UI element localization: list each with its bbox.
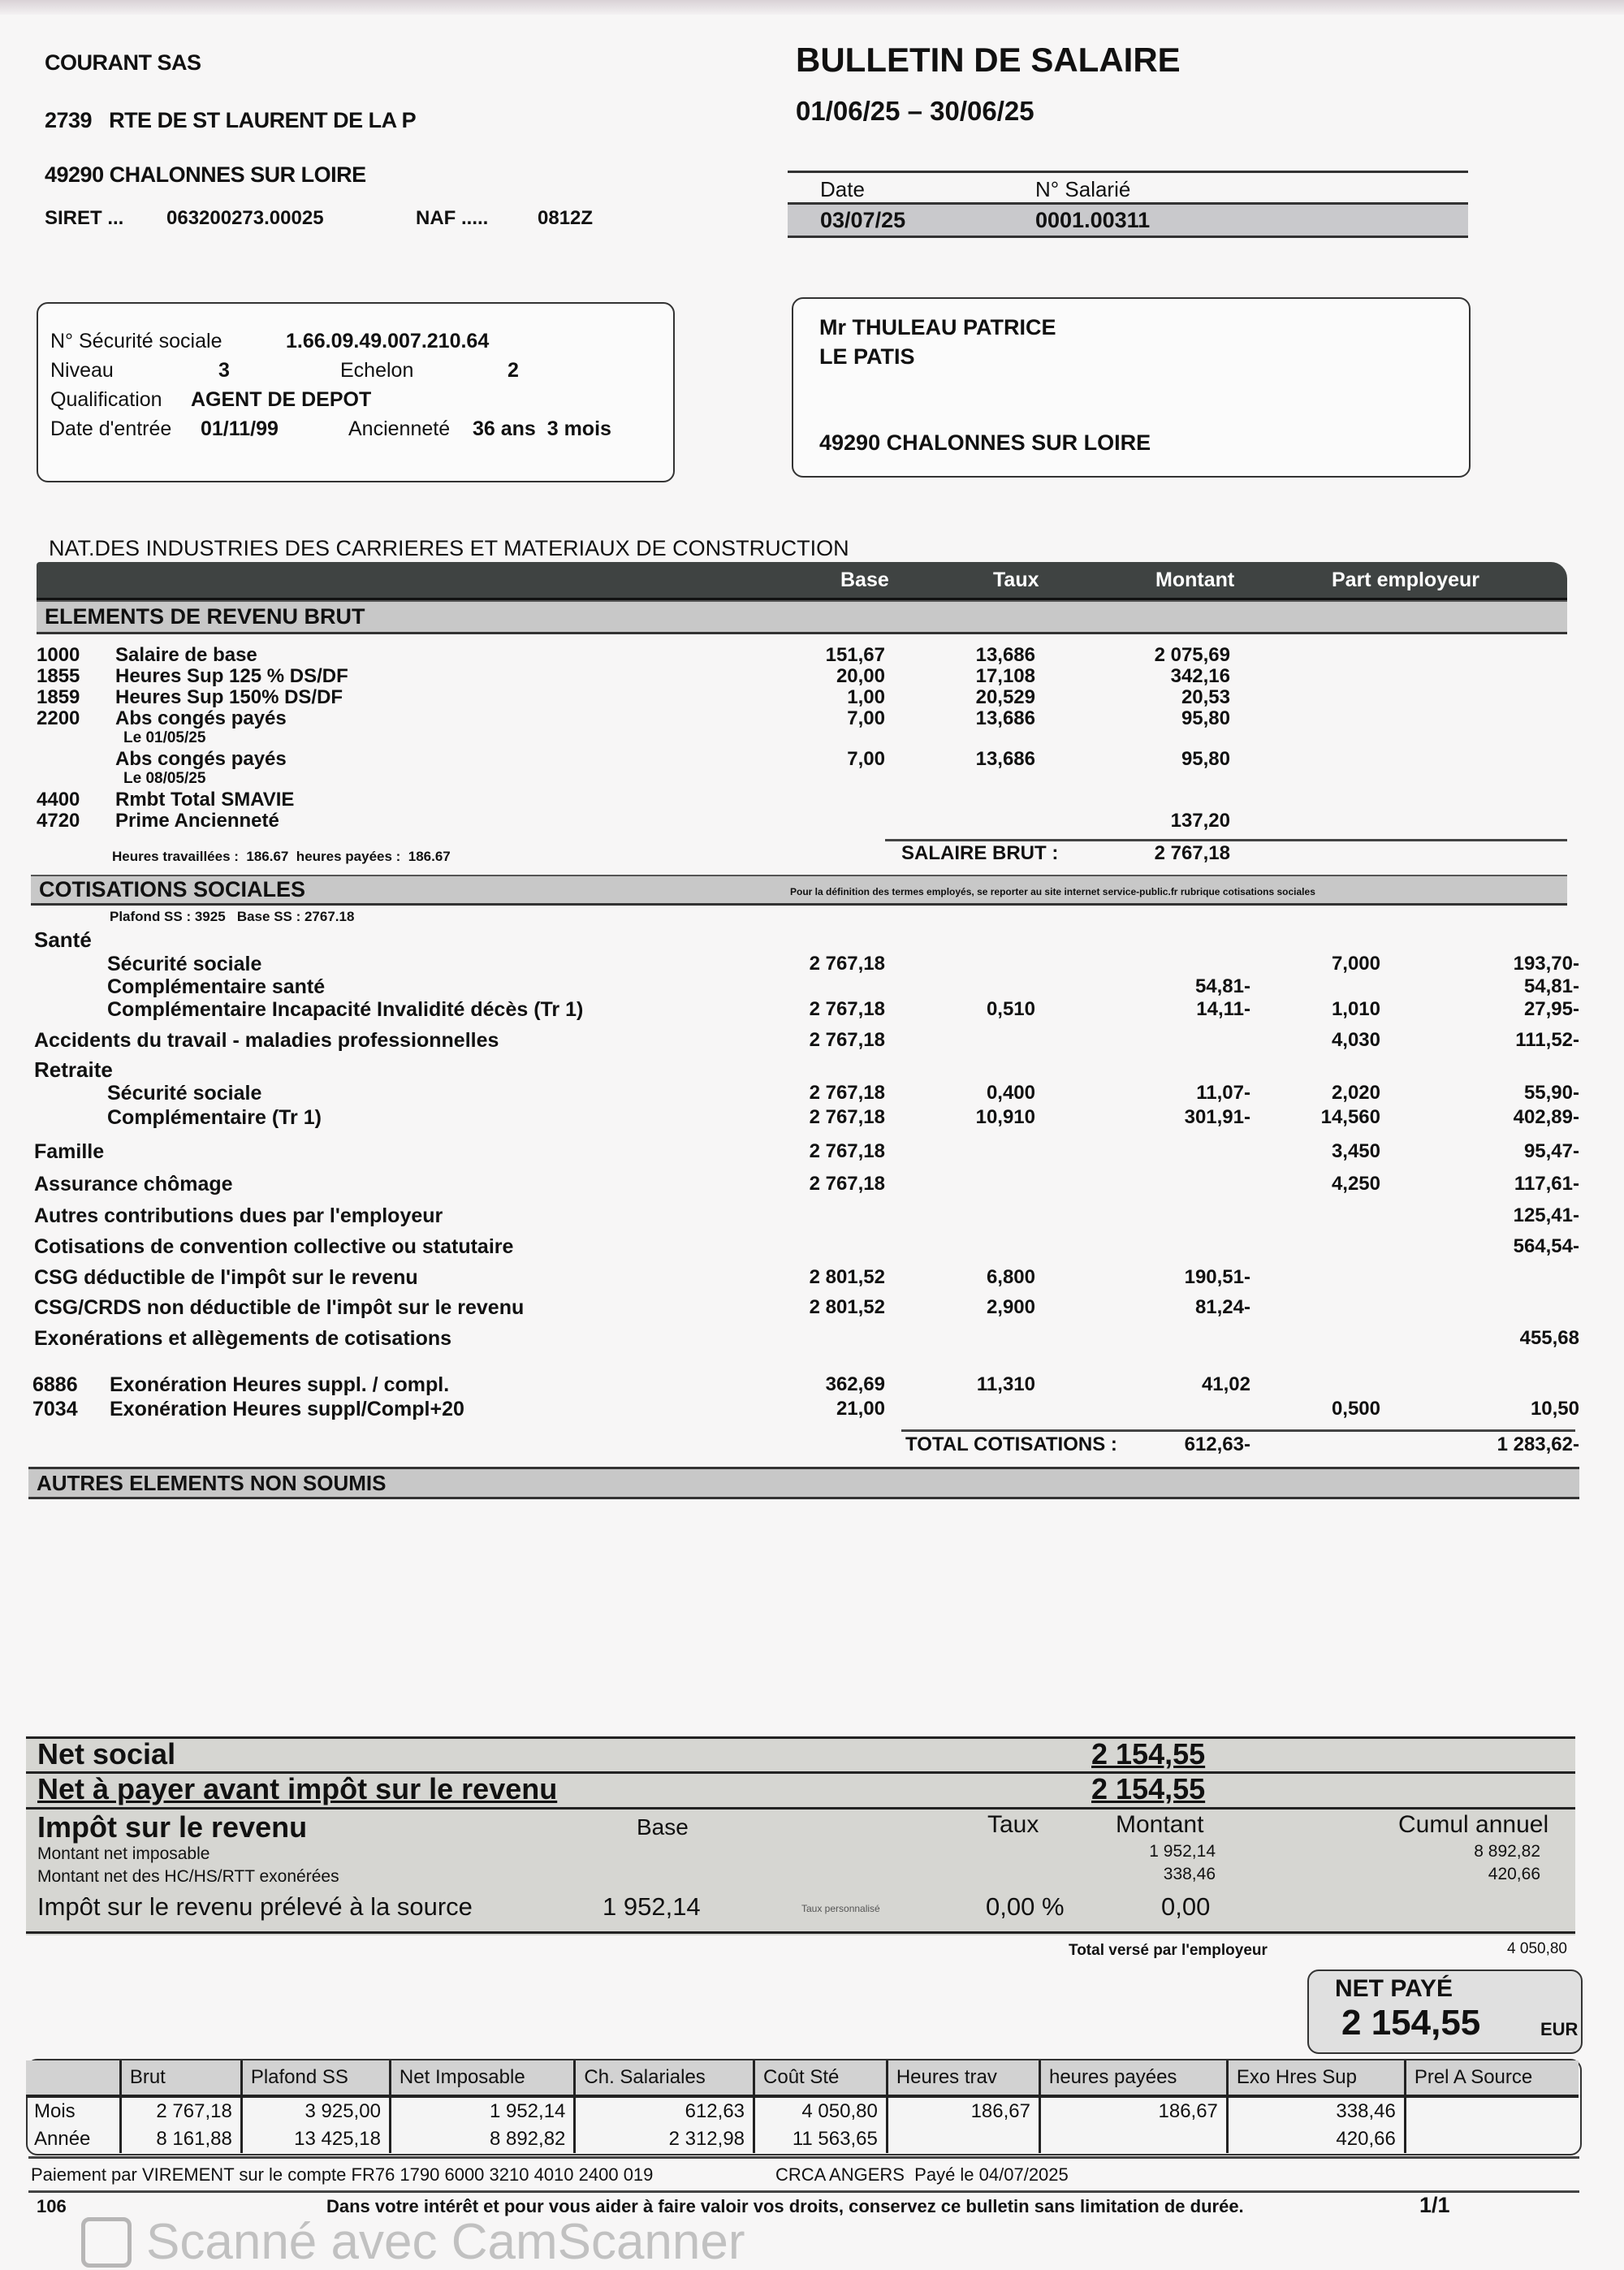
cotisation-montant-employeur: 111,52- [1515,1029,1579,1051]
cotisation-base: 362,69 [825,1373,885,1395]
impot-col-cumul: Cumul annuel [1398,1811,1549,1838]
col-montant: Montant [1155,569,1235,591]
salaire-brut-label: SALAIRE BRUT : [901,842,1059,864]
brut-line-label: Abs congés payés [115,707,287,729]
employee-no-label: N° Salarié [1035,177,1131,201]
net-paye-currency: EUR [1540,2019,1579,2039]
page-number: 1/1 [1419,2193,1450,2217]
summary-cell [1405,2096,1579,2125]
brut-line-code: 2200 [37,707,80,729]
naf-label: NAF ..... [416,207,489,229]
cotisations-definition-note: Pour la définition des termes employés, se reporter au site internet service-public.fr rubrique cotisations sociales [790,886,1315,897]
cotisation-base: 2 767,18 [809,1029,885,1051]
footer-rule-top [28,2156,1579,2159]
summary-cell: 4 050,80 [754,2096,888,2125]
cotisation-taux: 6,800 [986,1266,1035,1288]
cotisation-montant-salarie: 14,11- [1196,998,1250,1020]
pas-montant: 0,00 [1161,1892,1211,1921]
date-employee-box [788,171,1468,238]
employee-address-box [792,297,1471,478]
brut-line-taux: 13,686 [975,644,1035,666]
section-brut-header: ELEMENTS DE REVENU BRUT [37,600,1567,634]
col-base: Base [840,569,889,591]
brut-line-base: 7,00 [847,748,885,770]
group-sante: Santé [34,927,92,952]
qualification-value: AGENT DE DEPOT [191,388,372,411]
total-cotisations-label: TOTAL COTISATIONS : [905,1433,1117,1455]
summary-cell: 13 425,18 [241,2125,390,2153]
cotisation-montant-salarie: 54,81- [1194,975,1250,997]
brut-line-label: Prime Ancienneté [115,810,279,832]
brut-line-montant: 95,80 [1181,748,1230,770]
cotisation-label: Exonération Heures suppl. / compl. [110,1373,450,1396]
summary-cell: 3 925,00 [241,2096,390,2125]
brut-line-taux: 17,108 [975,665,1035,687]
summary-cell: 8 892,82 [390,2125,574,2153]
brut-line-base: 1,00 [847,686,885,708]
brut-total-rule [885,839,1567,841]
brut-line-code: 1859 [37,686,80,708]
footer-code: 106 [37,2196,67,2216]
cotisation-base: 2 801,52 [809,1266,885,1288]
cotisation-montant-employeur: 125,41- [1513,1204,1579,1226]
col-taux: Taux [993,569,1039,591]
cotisation-label: Complémentaire (Tr 1) [107,1106,322,1129]
summary-cell: 2 767,18 [120,2096,241,2125]
pas-label: Impôt sur le revenu prélevé à la source [37,1892,473,1921]
summary-row [26,2096,1579,2125]
cotisation-montant-employeur: 402,89- [1513,1106,1579,1128]
net-paye-label: NET PAYÉ [1335,1975,1453,2002]
echelon-label: Echelon [340,359,414,382]
taux-perso-label: Taux personnalisé [801,1903,880,1914]
cotisation-taux-employeur: 7,000 [1331,953,1380,975]
brut-line-code: 1855 [37,665,80,687]
brut-line-montant: 2 075,69 [1154,644,1230,666]
employer-address: 2739 RTE DE ST LAURENT DE LA P [45,108,417,132]
siret-value: 063200273.00025 [166,207,324,229]
pas-taux: 0,00 % [986,1892,1065,1921]
cotisation-label: CSG/CRDS non déductible de l'impôt sur le revenu [34,1296,525,1319]
cotisation-code: 6886 [32,1373,78,1396]
cotisation-taux-employeur: 2,020 [1331,1082,1380,1104]
summary-col-header: Brut [120,2060,241,2096]
seniority-label: Ancienneté [348,417,451,440]
cotisations-title: COTISATIONS SOCIALES [39,877,306,902]
footer-rule-bottom [28,2190,1579,2193]
cotisation-base: 2 767,18 [809,998,885,1020]
cotisation-taux-employeur: 1,010 [1331,998,1380,1020]
cotisation-label: Cotisations de convention collective ou statutaire [34,1235,514,1258]
cotisation-montant-employeur: 564,54- [1513,1235,1579,1257]
brut-line-label: Heures Sup 150% DS/DF [115,686,343,708]
document-title: BULLETIN DE SALAIRE [796,41,1181,79]
cotisation-base: 2 801,52 [809,1296,885,1318]
cotisation-montant-employeur: 117,61- [1514,1173,1579,1195]
plafond-note: Plafond SS : 3925 Base SS : 2767.18 [110,909,355,924]
net-avant-impot-value: 2 154,55 [1091,1772,1206,1805]
cotisation-montant-salarie: 41,02 [1201,1373,1250,1395]
summary-col-header: heures payées [1039,2060,1227,2096]
employee-city: 49290 CHALONNES SUR LOIRE [819,430,1151,455]
cotisation-taux-employeur: 3,450 [1331,1140,1380,1162]
section-cotisations-header [31,875,1567,906]
cotisation-label: Complémentaire santé [107,975,326,998]
brut-line-taux: 20,529 [975,686,1035,708]
cotisation-montant-employeur: 95,47- [1523,1140,1579,1162]
brut-line-label: Salaire de base [115,644,257,666]
cotisation-taux-employeur: 4,030 [1331,1029,1380,1051]
impot-label: Impôt sur le revenu [37,1810,308,1844]
cotisation-base: 21,00 [836,1398,885,1420]
cotisation-taux: 11,310 [976,1373,1035,1395]
cotisation-taux: 0,510 [986,998,1035,1020]
summary-body [26,2096,1579,2153]
impot-col-montant: Montant [1116,1811,1204,1838]
cotisation-label: Exonération Heures suppl/Compl+20 [110,1398,464,1420]
cotisations-total-rule [901,1429,1575,1432]
cotisation-label: Assurance chômage [34,1173,233,1196]
summary-col-header: Coût Sté [754,2060,888,2096]
brut-line-code: 4720 [37,810,80,832]
employer-city: 49290 CHALONNES SUR LOIRE [45,162,366,187]
net-imposable-label: Montant net imposable [37,1844,210,1863]
seniority-value: 36 ans 3 mois [473,417,611,440]
summary-cell [1039,2125,1227,2153]
ss-label: N° Sécurité sociale [50,330,222,352]
cotisation-montant-salarie: 11,07- [1196,1082,1250,1104]
summary-header-row [26,2060,1579,2096]
summary-cell: 8 161,88 [120,2125,241,2153]
net-paye-amount: 2 154,55 [1341,2003,1481,2043]
net-imposable-cumul: 8 892,82 [1474,1842,1540,1861]
cotisation-base: 2 767,18 [809,953,885,975]
brut-line-label: Heures Sup 125 % DS/DF [115,665,348,687]
summary-cell: 11 563,65 [754,2125,888,2153]
group-retraite: Retraite [34,1057,113,1082]
section-autres-header: AUTRES ELEMENTS NON SOUMIS [28,1467,1579,1499]
scanner-watermark: Scanné avec CamScanner [146,2214,745,2270]
cotisation-label: Complémentaire Incapacité Invalidité décès (Tr 1) [107,998,584,1021]
employee-no: 0001.00311 [1035,207,1151,232]
summary-row-label: Année [34,2128,91,2150]
total-cotisations-salarie: 612,63- [1184,1433,1250,1455]
camscanner-logo-icon [81,2217,132,2268]
hc-label: Montant net des HC/HS/RTT exonérées [37,1867,339,1886]
cotisation-taux: 10,910 [975,1106,1035,1128]
pay-date: 03/07/25 [820,207,906,232]
cotisation-montant-salarie: 301,91- [1184,1106,1250,1128]
ss-number: 1.66.09.49.007.210.64 [286,330,490,352]
brut-line-date: Le 01/05/25 [123,729,206,746]
echelon-value: 2 [508,359,519,382]
brut-line-montant: 342,16 [1170,665,1230,687]
siret-label: SIRET ... [45,207,124,229]
cotisation-montant-salarie: 81,24- [1194,1296,1250,1318]
summary-col-header: Exo Hres Sup [1227,2060,1405,2096]
cotisation-montant-employeur: 54,81- [1523,975,1579,997]
date-label: Date [820,177,865,201]
cotisation-label: Famille [34,1140,105,1163]
cotisation-label: Sécurité sociale [107,953,262,975]
brut-line-label: Rmbt Total SMAVIE [115,789,295,811]
cotisation-taux: 0,400 [986,1082,1035,1104]
summary-row [26,2125,1579,2153]
summary-col-header: Net Imposable [390,2060,574,2096]
summary-col-header: Ch. Salariales [575,2060,754,2096]
net-summary-box [26,1736,1575,1935]
summary-row-label: Mois [34,2100,76,2122]
hc-value: 338,46 [1163,1865,1216,1883]
cotisation-montant-employeur: 55,90- [1523,1082,1579,1104]
summary-col-header: Plafond SS [241,2060,390,2096]
hc-cumul: 420,66 [1488,1865,1540,1883]
cotisation-taux: 2,900 [986,1296,1035,1318]
employer-name: COURANT SAS [45,50,201,75]
total-employeur-label: Total versé par l'employeur [1069,1942,1268,1959]
employee-info-box [37,302,675,482]
cotisation-base: 2 767,18 [809,1082,885,1104]
cotisation-montant-employeur: 27,95- [1523,998,1579,1020]
col-part-employeur: Part employeur [1332,569,1480,591]
payment-info: Paiement par VIREMENT sur le compte FR76 1790 6000 3210 4010 2400 019 [31,2164,654,2185]
impot-col-base: Base [637,1814,689,1840]
summary-col-header [26,2060,120,2096]
salaire-brut-total: 2 767,18 [1154,842,1230,864]
summary-table [26,2060,1579,2153]
cotisation-taux-employeur: 0,500 [1331,1398,1380,1420]
brut-line-taux: 13,686 [975,707,1035,729]
impot-col-taux: Taux [987,1811,1039,1838]
brut-line-label: Abs congés payés [115,748,287,770]
summary-cell [887,2125,1039,2153]
niveau-label: Niveau [50,359,114,382]
net-social-label: Net social [37,1737,176,1771]
niveau-value: 3 [218,359,230,382]
brut-line-montant: 20,53 [1181,686,1230,708]
summary-cell: 1 952,14 [390,2096,574,2125]
cotisation-montant-salarie: 190,51- [1184,1266,1250,1288]
net-social-value: 2 154,55 [1091,1737,1206,1771]
cotisation-code: 7034 [32,1398,78,1420]
cotisation-taux-employeur: 14,560 [1320,1106,1380,1128]
cotisation-montant-employeur: 193,70- [1513,953,1579,975]
summary-cell: 612,63 [575,2096,754,2125]
brut-line-code: 1000 [37,644,80,666]
summary-cell: 420,66 [1227,2125,1405,2153]
bank-info: CRCA ANGERS Payé le 04/07/2025 [775,2164,1069,2185]
summary-col-header: Heures trav [887,2060,1039,2096]
brut-line-base: 20,00 [836,665,885,687]
summary-cell: 186,67 [887,2096,1039,2125]
brut-line-taux: 13,686 [975,748,1035,770]
net-imposable-value: 1 952,14 [1149,1842,1216,1861]
cotisation-montant-employeur: 10,50 [1530,1398,1579,1420]
summary-cell [1405,2125,1579,2153]
qualification-label: Qualification [50,388,162,411]
entry-date: 01/11/99 [201,417,279,440]
naf-value: 0812Z [538,207,594,229]
cotisation-base: 2 767,18 [809,1173,885,1195]
summary-col-header: Prel A Source [1405,2060,1579,2096]
cotisation-label: Autres contributions dues par l'employeur [34,1204,443,1227]
summary-cell: 186,67 [1039,2096,1227,2125]
total-cotisations-employeur: 1 283,62- [1497,1433,1579,1455]
brut-line-date: Le 08/05/25 [123,770,206,787]
summary-cell: 2 312,98 [575,2125,754,2153]
cotisation-label: Sécurité sociale [107,1082,262,1105]
brut-line-code: 4400 [37,789,80,811]
footer-notice: Dans votre intérêt et pour vous aider à faire valoir vos droits, conservez ce bulletin sans limitation de durée. [326,2196,1244,2216]
cotisation-base: 2 767,18 [809,1106,885,1128]
cotisation-base: 2 767,18 [809,1140,885,1162]
cotisation-label: Accidents du travail - maladies professionnelles [34,1029,499,1052]
brut-line-base: 151,67 [825,644,885,666]
cotisation-montant-employeur: 455,68 [1519,1327,1579,1349]
employee-name: Mr THULEAU PATRICE [819,315,1056,339]
pas-base: 1 952,14 [603,1892,701,1921]
cotisation-taux-employeur: 4,250 [1331,1173,1380,1195]
net-paye-box [1307,1969,1583,2054]
summary-cell: 338,46 [1227,2096,1405,2125]
brut-line-montant: 137,20 [1170,810,1230,832]
collective-convention: NAT.DES INDUSTRIES DES CARRIERES ET MATERIAUX DE CONSTRUCTION [49,536,849,560]
pay-period: 01/06/25 – 30/06/25 [796,96,1034,126]
employee-address-line: LE PATIS [819,344,915,369]
brut-line-montant: 95,80 [1181,707,1230,729]
net-avant-impot-label: Net à payer avant impôt sur le revenu [37,1772,558,1805]
cotisation-label: CSG déductible de l'impôt sur le revenu [34,1266,418,1289]
hours-note: Heures travaillées : 186.67 heures payées : 186.67 [112,849,451,864]
total-employeur-value: 4 050,80 [1507,1940,1567,1957]
brut-line-base: 7,00 [847,707,885,729]
entry-date-label: Date d'entrée [50,417,172,440]
column-header-bar [37,562,1567,600]
cotisation-label: Exonérations et allègements de cotisations [34,1327,452,1350]
scan-top-edge [0,0,1624,15]
